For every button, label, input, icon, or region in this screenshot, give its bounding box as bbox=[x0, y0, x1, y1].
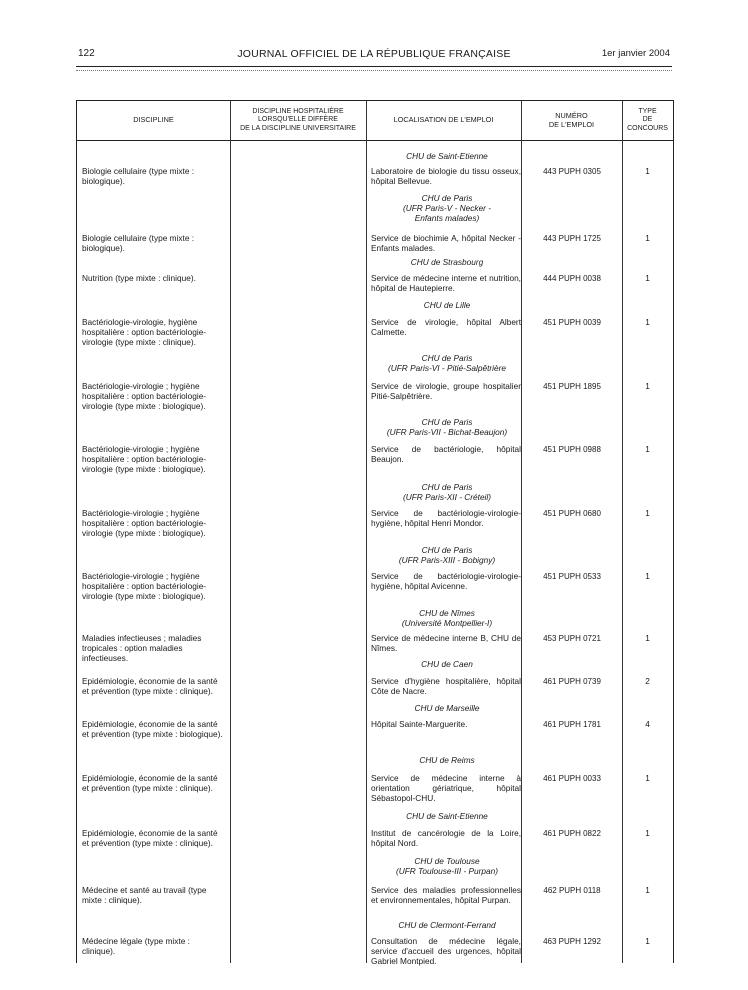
chu-heading: CHU de Paris (UFR Paris-XII - Créteil) bbox=[402, 482, 492, 502]
localisation-cell: Service de biochimie A, hôpital Necker - Enfants malades. bbox=[371, 233, 521, 253]
discipline-cell: Bactériologie-virologie ; hygiène hospitalière : option bactériologie-virologie (type mixte : biologique). bbox=[82, 571, 207, 601]
chu-heading: CHU de Lille bbox=[423, 300, 471, 310]
type-cell: 1 bbox=[645, 381, 650, 391]
chu-heading: CHU de Nîmes (Université Montpellier-I) bbox=[401, 608, 493, 628]
discipline-cell: Biologie cellulaire (type mixte : biologique). bbox=[82, 166, 195, 186]
localisation-cell: Service de bactériologie-virologie-hygiène, hôpital Avicenne. bbox=[371, 571, 521, 591]
positions-table bbox=[76, 100, 674, 966]
numero-cell: 463 PUPH 1292 bbox=[543, 937, 601, 946]
header-rule-dotted bbox=[76, 70, 672, 71]
numero-cell: 451 PUPH 0533 bbox=[543, 572, 601, 581]
column-divider bbox=[366, 101, 367, 963]
localisation-cell: Service de bactériologie-virologie-hygiène, hôpital Henri Mondor. bbox=[371, 508, 521, 528]
numero-cell: 451 PUPH 1895 bbox=[543, 382, 601, 391]
column-header-discipline-hospitaliere: DISCIPLINE HOSPITALIÈRE LORSQU'ELLE DIFFÈRE DE LA DISCIPLINE UNIVERSITAIRE bbox=[240, 107, 356, 132]
localisation-cell: Service de médecine interne et nutrition, hôpital de Hautepierre. bbox=[371, 273, 521, 293]
column-header-discipline: DISCIPLINE bbox=[133, 115, 174, 125]
chu-heading: CHU de Caen bbox=[421, 659, 473, 669]
localisation-cell: Institut de cancérologie de la Loire, hôpital Nord. bbox=[371, 828, 521, 848]
type-cell: 1 bbox=[645, 633, 650, 643]
numero-cell: 444 PUPH 0038 bbox=[543, 274, 601, 283]
chu-heading: CHU de Strasbourg bbox=[410, 257, 484, 267]
localisation-cell: Consultation de médecine légale, service d'accueil des urgences, hôpital Gabriel Montpied. bbox=[371, 936, 521, 966]
numero-cell: 461 PUPH 0739 bbox=[543, 677, 601, 686]
type-cell: 1 bbox=[645, 508, 650, 518]
chu-heading: CHU de Marseille bbox=[414, 703, 480, 713]
discipline-cell: Bactériologie-virologie ; hygiène hospitalière : option bactériologie-virologie (type mixte : biologique). bbox=[82, 508, 207, 538]
numero-cell: 451 PUPH 0680 bbox=[543, 509, 601, 518]
chu-heading: CHU de Paris (UFR Paris-VI - Pitié-Salpêtrière bbox=[387, 353, 507, 373]
type-cell: 1 bbox=[645, 233, 650, 243]
column-header-localisation: LOCALISATION DE L'EMPLOI bbox=[393, 115, 494, 125]
numero-cell: 451 PUPH 0039 bbox=[543, 318, 601, 327]
discipline-cell: Médecine légale (type mixte : clinique). bbox=[82, 936, 190, 956]
column-header-type: TYPE DE CONCOURS bbox=[627, 107, 668, 132]
publication-date: 1er janvier 2004 bbox=[601, 48, 670, 59]
chu-heading: CHU de Paris (UFR Paris-V - Necker - Enfants malades) bbox=[402, 193, 492, 223]
localisation-cell: Service de médecine interne B, CHU de Nîmes. bbox=[371, 633, 521, 653]
type-cell: 1 bbox=[645, 773, 650, 783]
chu-heading: CHU de Paris (UFR Paris-XIII - Bobigny) bbox=[398, 545, 496, 565]
discipline-cell: Médecine et santé au travail (type mixte : clinique). bbox=[82, 885, 207, 905]
numero-cell: 461 PUPH 0033 bbox=[543, 774, 601, 783]
localisation-cell: Service de virologie, groupe hospitalier Pitié-Salpêtrière. bbox=[371, 381, 521, 401]
discipline-cell: Nutrition (type mixte : clinique). bbox=[82, 273, 196, 283]
localisation-cell: Laboratoire de biologie du tissu osseux, hôpital Bellevue. bbox=[371, 166, 521, 186]
type-cell: 1 bbox=[645, 936, 650, 946]
numero-cell: 462 PUPH 0118 bbox=[543, 886, 601, 895]
discipline-cell: Bactériologie-virologie ; hygiène hospitalière : option bactériologie-virologie (type mixte : biologique). bbox=[82, 444, 207, 474]
localisation-cell: Service de virologie, hôpital Albert Calmette. bbox=[371, 317, 521, 337]
localisation-cell: Service de bactériologie, hôpital Beaujon. bbox=[371, 444, 521, 464]
type-cell: 1 bbox=[645, 166, 650, 176]
column-divider bbox=[230, 101, 231, 963]
localisation-cell: Service des maladies professionnelles et environnementales, hôpital Purpan. bbox=[371, 885, 521, 905]
type-cell: 1 bbox=[645, 317, 650, 327]
header-rule bbox=[76, 66, 672, 67]
localisation-cell: Service d'hygiène hospitalière, hôpital Côte de Nacre. bbox=[371, 676, 521, 696]
chu-heading: CHU de Clermont-Ferrand bbox=[398, 920, 496, 930]
type-cell: 1 bbox=[645, 828, 650, 838]
discipline-cell: Epidémiologie, économie de la santé et prévention (type mixte : biologique). bbox=[82, 719, 223, 739]
table-header-row bbox=[77, 101, 673, 141]
journal-title: JOURNAL OFFICIEL DE LA RÉPUBLIQUE FRANÇAISE bbox=[237, 48, 511, 60]
type-cell: 4 bbox=[645, 719, 650, 729]
chu-heading: CHU de Paris (UFR Paris-VII - Bichat-Beaujon) bbox=[386, 417, 508, 437]
type-cell: 1 bbox=[645, 885, 650, 895]
discipline-cell: Biologie cellulaire (type mixte : biologique). bbox=[82, 233, 195, 253]
type-cell: 1 bbox=[645, 571, 650, 581]
numero-cell: 453 PUPH 0721 bbox=[543, 634, 601, 643]
numero-cell: 461 PUPH 0822 bbox=[543, 829, 601, 838]
numero-cell: 461 PUPH 1781 bbox=[543, 720, 601, 729]
chu-heading: CHU de Toulouse (UFR Toulouse-III - Purpan) bbox=[395, 856, 499, 876]
type-cell: 1 bbox=[645, 444, 650, 454]
chu-heading: CHU de Reims bbox=[419, 755, 475, 765]
localisation-cell: Service de médecine interne à orientation gériatrique, hôpital Sébastopol-CHU. bbox=[371, 773, 521, 803]
discipline-cell: Epidémiologie, économie de la santé et prévention (type mixte : clinique). bbox=[82, 828, 218, 848]
chu-heading: CHU de Saint-Etienne bbox=[406, 151, 488, 161]
discipline-cell: Bactériologie-virologie, hygiène hospitalière : option bactériologie-virologie (type mixte : clinique). bbox=[82, 317, 207, 347]
numero-cell: 443 PUPH 1725 bbox=[543, 234, 601, 243]
localisation-cell: Hôpital Sainte-Marguerite. bbox=[371, 719, 468, 729]
discipline-cell: Epidémiologie, économie de la santé et prévention (type mixte : clinique). bbox=[82, 676, 218, 696]
chu-heading: CHU de Saint-Etienne bbox=[406, 811, 488, 821]
numero-cell: 451 PUPH 0988 bbox=[543, 445, 601, 454]
discipline-cell: Maladies infectieuses ; maladies tropicales : option maladies infectieuses. bbox=[82, 633, 202, 663]
type-cell: 1 bbox=[645, 273, 650, 283]
type-cell: 2 bbox=[645, 676, 650, 686]
discipline-cell: Bactériologie-virologie ; hygiène hospitalière : option bactériologie-virologie (type mixte : biologique). bbox=[82, 381, 207, 411]
page-number: 122 bbox=[78, 48, 95, 59]
column-header-numero: NUMÉRO DE L'EMPLOI bbox=[548, 111, 595, 129]
discipline-cell: Epidémiologie, économie de la santé et prévention (type mixte : clinique). bbox=[82, 773, 218, 793]
numero-cell: 443 PUPH 0305 bbox=[543, 167, 601, 176]
